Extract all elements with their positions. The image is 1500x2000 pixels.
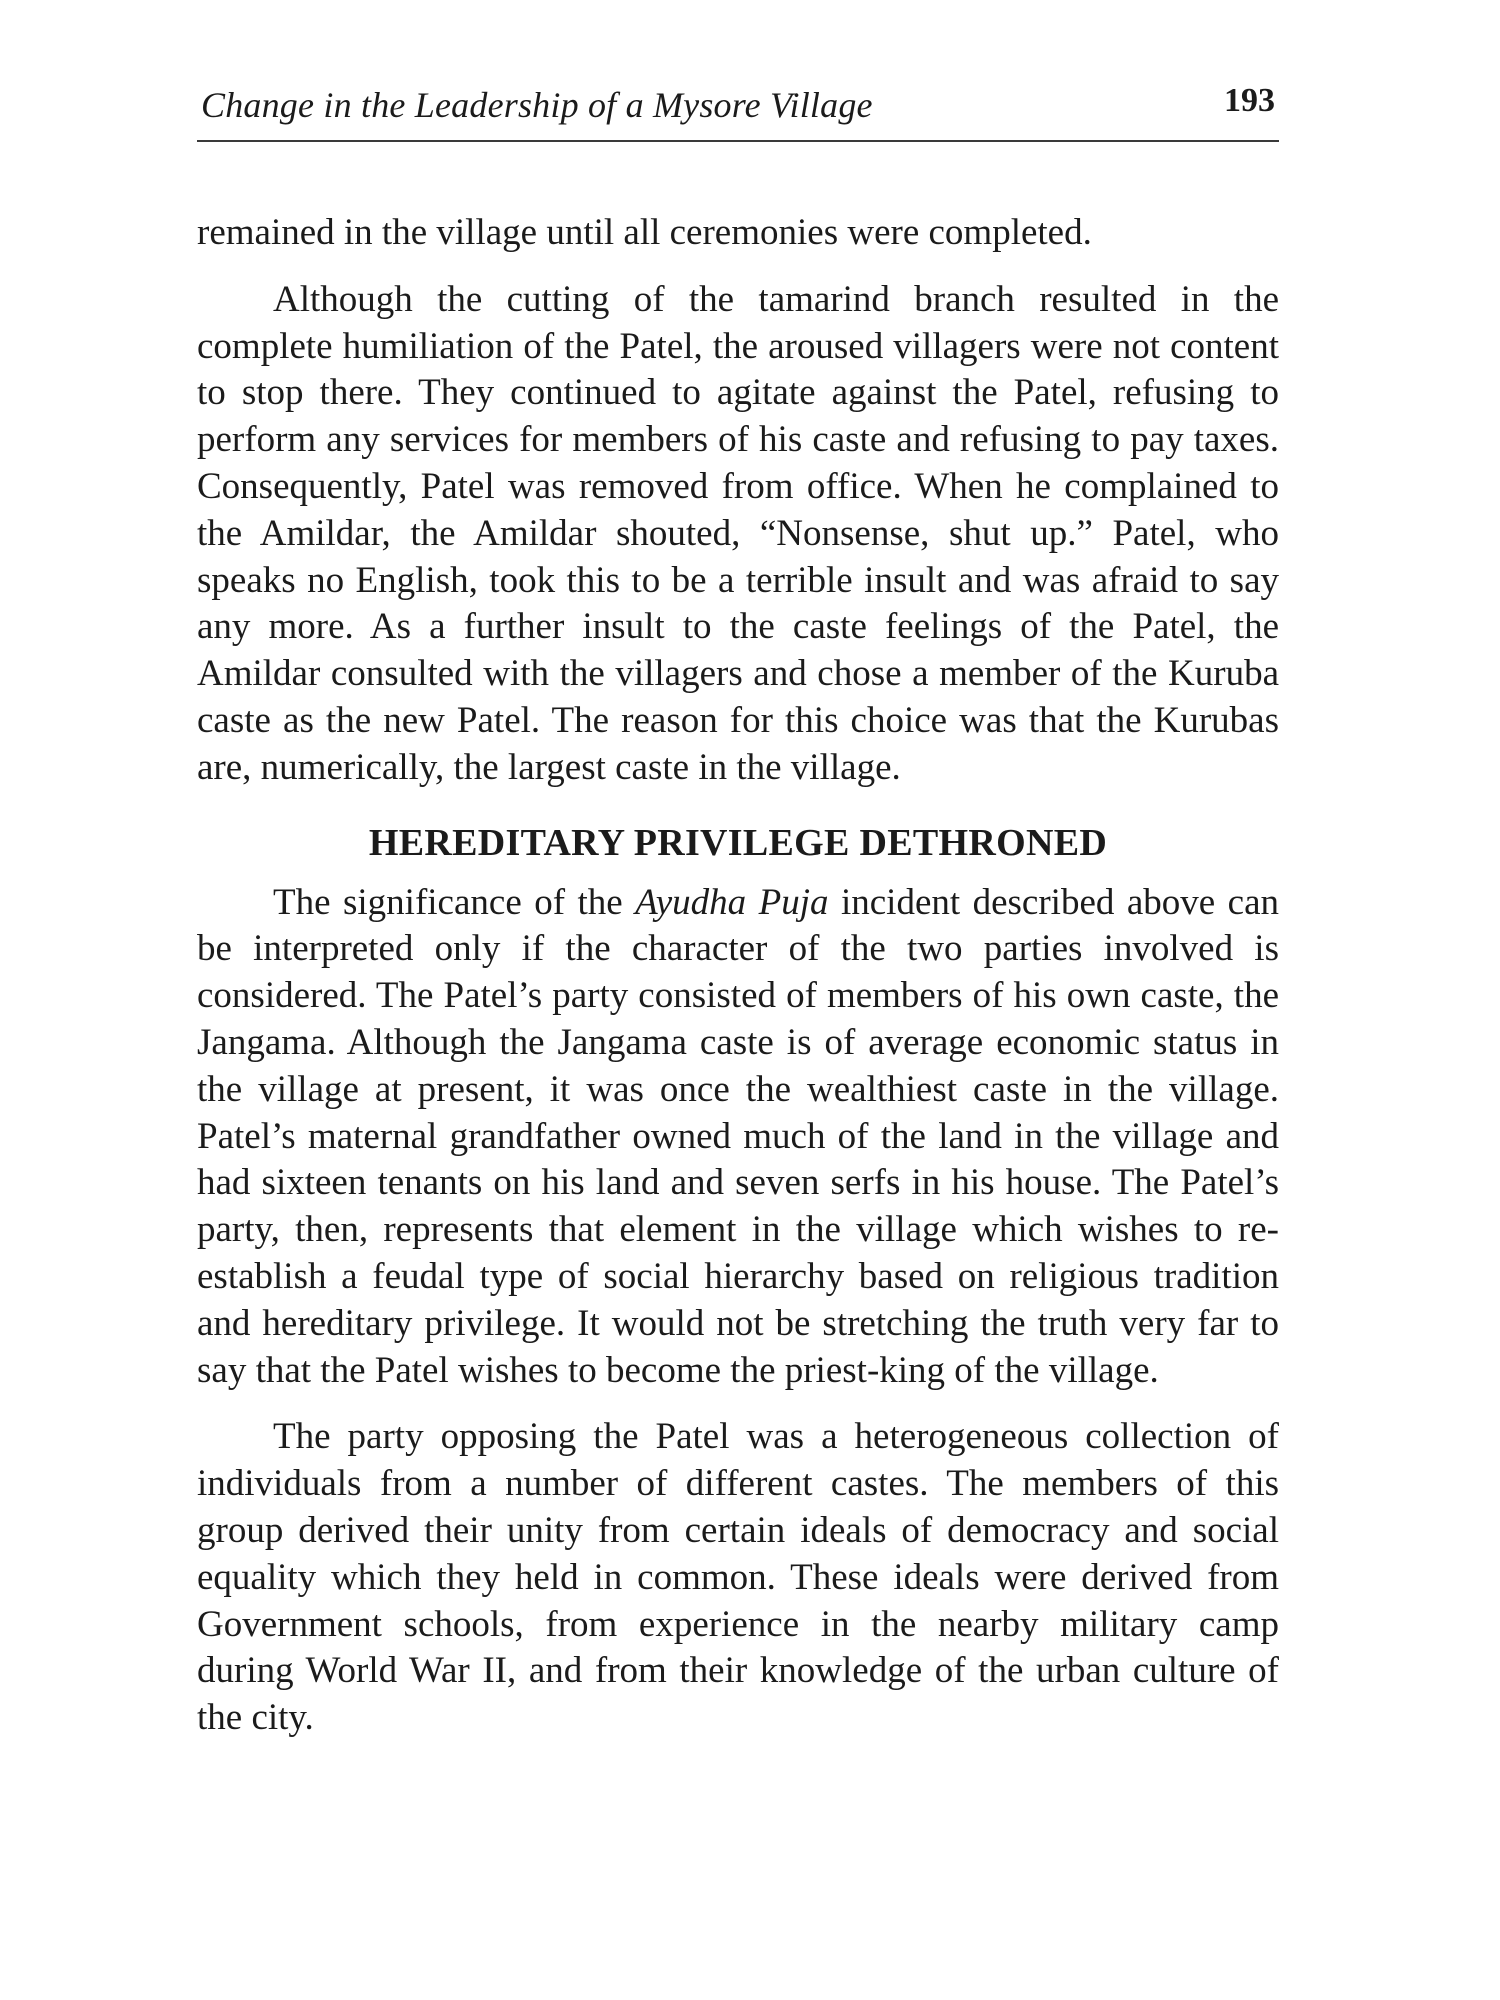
paragraph-tamarind: Although the cutting of the tamarind branch resulted in the complete humiliation of the Patel, the aroused villagers were not content to stop there. They continued to agitate against the Patel, refusing to perform any services for members of his caste and refusing to pay taxes. Consequently, Patel was removed from office. When he complained to the Amildar, the Amildar shouted, “Nonsense, shut up.” Patel, who speaks no English, took this to be a terrible insult and was afraid to say any more. As a further insult to the caste feelings of the Patel, the Amildar consulted with the villagers and chose a member of the Kuruba caste as the new Patel. The reason for this choice was that the Kurubas are, numerically, the largest caste in the village. — [197, 278, 1279, 788]
body-text — [197, 210, 1279, 1742]
book-page — [197, 80, 1279, 1742]
ayudha-puja-term: Ayudha Puja — [635, 881, 829, 923]
section-heading: HEREDITARY PRIVILEGE DETHRONED — [368, 821, 1108, 864]
paragraph-continued: remained in the village until all ceremonies were completed. — [197, 212, 1092, 253]
running-header — [197, 80, 1279, 142]
page-number: 193 — [1224, 82, 1275, 119]
paragraph-opposing-party: The party opposing the Patel was a heterogeneous collection of individuals from a number of different castes. The members of this group derived their unity from certain ideals of democracy and social equality which they held in common. These ideals were derived from Government schools, from experience in the nearby military camp during World War II, and from their knowledge of the urban culture of the city. — [197, 1416, 1279, 1739]
running-title: Change in the Leadership of a Mysore Village — [201, 85, 873, 125]
paragraph-significance-rest: incident described above can be interpreted only if the character of the two parties involved is considered. The Patel’s party consisted of members of his own caste, the Jangama. Although the Jangama caste is of average economic status in the village at present, it was once the wealthiest caste in the village. Patel’s maternal grandfather owned much of the land in the village and had sixteen tenants on his land and seven serfs in his house. The Patel’s party, then, represents that element in the village which wishes to re-establish a feudal type of social hierarchy based on religious tradition and hereditary privilege. It would not be stretching the truth very far to say that the Patel wishes to become the priest-king of the village. — [197, 881, 1280, 1391]
paragraph-significance — [197, 880, 1279, 1395]
paragraph-significance-start: The significance of the — [273, 881, 636, 923]
